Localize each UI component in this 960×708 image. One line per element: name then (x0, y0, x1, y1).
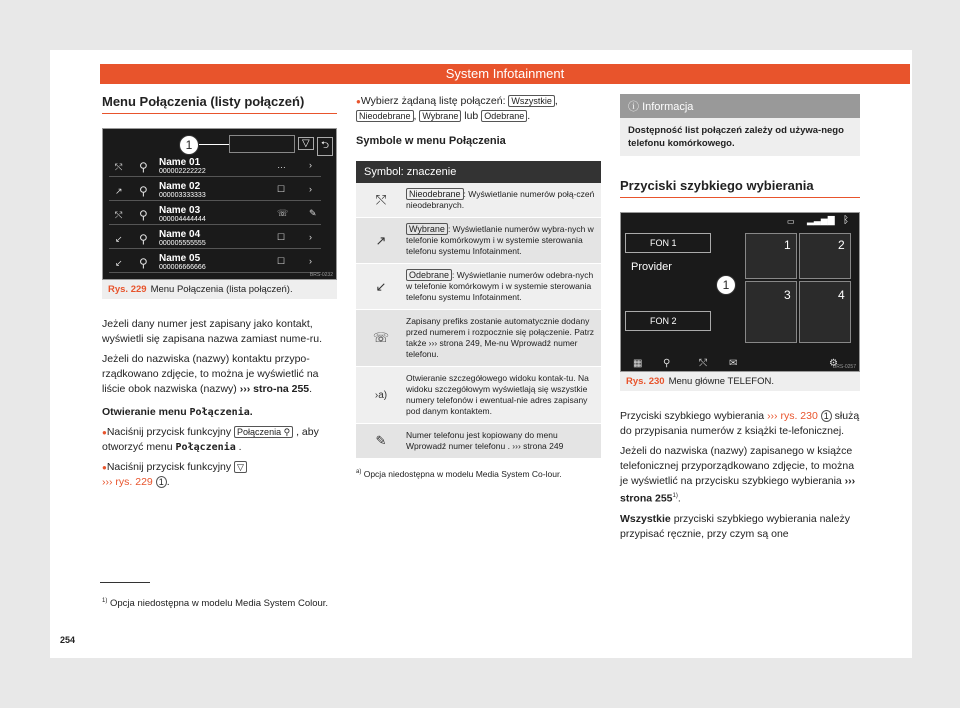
paragraph: Jeżeli do nazwiska (nazwy) zapisanego w książce telefonicznej przyporządkowano zdjęcie, to można je wyświetlić na przycisku szybkiego wybierania ››› strona 255$^{1)}$. (620, 445, 856, 505)
speed-dial-3[interactable]: 3 (745, 281, 797, 343)
more-icon[interactable]: … (277, 160, 286, 170)
key-label: ▽ (234, 461, 247, 473)
list-item[interactable] (109, 181, 321, 201)
section-title: Przyciski szybkiego wybierania (620, 178, 860, 198)
calls-icon[interactable]: ⤲ (699, 358, 707, 369)
column-left (102, 94, 337, 495)
figure-text: Menu Połączenia (lista połączeń). (150, 284, 293, 295)
key-label: Połączenia ⚲ (234, 426, 293, 438)
contact-name: Name 03 (159, 205, 201, 216)
figure-link[interactable]: ››› rys. 229 (102, 476, 153, 488)
contact-icon: ⚲ (139, 208, 148, 222)
dropdown-icon[interactable]: ▽ (298, 137, 314, 150)
footnote: $^{1)}$ Opcja niedostępna w modelu Media System Colour. (102, 598, 329, 610)
chevron-right-icon: ›a) (374, 389, 388, 401)
bullet-item: ● Wybierz żądaną listę połączeń: Wszystkie , Nieodebrane , Wybrane lub Odebrane . (356, 94, 601, 124)
contact-icon: ⚲ (139, 184, 148, 198)
speed-dial-1[interactable]: 1 (745, 233, 797, 279)
figure-code: BRS-0232 (309, 272, 333, 278)
table-row: ✎ Numer telefonu jest kopiowany do menu Wprowadź numer telefonu . ››› strona 249 (356, 424, 601, 459)
missed-call-icon: ⤲ (375, 192, 387, 207)
phone-icon[interactable]: ☐ (277, 232, 286, 242)
outgoing-call-icon: ↗ (375, 232, 387, 248)
subheading: Otwieranie menu Połączenia. (102, 406, 253, 418)
contact-icon: ⚲ (139, 256, 148, 270)
figure-text: Menu główne TELEFON. (668, 376, 774, 387)
contact-name: Name 04 (159, 229, 201, 240)
table-body (356, 183, 601, 459)
figure-caption (102, 280, 337, 299)
figure-phone-menu (620, 212, 860, 372)
list-item[interactable] (109, 229, 321, 249)
footnote-divider (100, 582, 150, 583)
table-row: ›a) Otwieranie szczegółowego widoku kontak-tu. Na widoku szczegółowym wyświetlają się wszystkie numery telefonów i ewentual-nie adres zapisany pod danym kontaktem. (356, 367, 601, 424)
contact-name: Name 05 (159, 253, 201, 264)
back-icon[interactable]: ⮌ (317, 137, 333, 156)
contact-number: 000002222222 (159, 168, 206, 175)
prefix-call-icon[interactable]: ☏ (277, 208, 289, 218)
table-header: Symbol: znaczenie (356, 161, 601, 183)
figure-caption (620, 372, 860, 391)
screen-header-bar (229, 135, 295, 153)
battery-icon: ▭ (787, 217, 795, 226)
paragraph: Przyciski szybkiego wybierania ››› rys. 230 1 służą do przypisania numerów z książki te-lefonicznej. (620, 410, 860, 437)
page-link[interactable]: ››› strona 255 (620, 475, 856, 505)
list-item[interactable] (109, 205, 321, 225)
missed-call-icon: ⤲ (115, 162, 123, 172)
subheading: Symbole w menu Połączenia (356, 135, 506, 147)
figure-code: BRS-0257 (832, 364, 856, 370)
callout-1: 1 (179, 135, 199, 155)
signal-icon: ▂▃▅▇ (807, 215, 835, 225)
table-row: ☏ Zapisany prefiks zostanie automatycznie dodany przed numerem i rozpocznie się połączenie. Patrz także ››› strona 249, Me-nu Wprowadź numer telefonu. (356, 310, 601, 367)
callout-ref: 1 (156, 476, 167, 488)
contact-number: 000003333333 (159, 192, 206, 199)
table-row: ↙ Odebrane : Wyświetlanie numerów odebra-nych w telefonie komórkowym i w systemie sterowania telefonu systemu Infotainment. (356, 264, 601, 310)
incoming-call-icon: ↙ (375, 278, 387, 294)
incoming-call-icon: ↙ (115, 258, 123, 268)
list-item[interactable] (109, 157, 321, 177)
contact-name: Name 02 (159, 181, 201, 192)
figure-ref: Rys. 229 (108, 284, 147, 295)
callout-1: 1 (716, 275, 736, 295)
column-right (620, 94, 860, 547)
section-header: System Infotainment (100, 64, 910, 84)
figure-ref: Rys. 230 (626, 376, 665, 387)
pencil-icon: ✎ (375, 433, 387, 448)
pencil-icon[interactable]: ✎ (309, 208, 317, 218)
chevron-right-icon[interactable]: › (309, 232, 312, 242)
chevron-right-icon[interactable]: › (309, 184, 312, 194)
paragraph: Jeżeli do nazwiska (nazwy) kontaktu przypo-rządkowano zdjęcie, to można je wyświetlić na liście obok nazwiska (nazwy) ››› stro-na 255. (102, 353, 319, 395)
paragraph: Jeżeli dany numer jest zapisany jako kontakt, wyświetli się zapisana nazwa zamiast nume-ru. (102, 318, 323, 345)
outgoing-call-icon: ↗ (115, 186, 123, 196)
table-row: ⤲ Nieodebrane : Wyświetlanie numerów połą-czeń nieodebranych. (356, 183, 601, 218)
speed-dial-2[interactable]: 2 (799, 233, 851, 279)
page-link[interactable]: ››› stro-na 255 (239, 383, 310, 395)
contact-number: 000004444444 (159, 216, 206, 223)
prefix-call-icon: ☏ (372, 330, 390, 345)
bullet-item: ● Naciśnij przycisk funkcyjny Połączenia ⚲ , aby otworzyć menu Połączenia . (102, 425, 337, 455)
paragraph: Wszystkie przyciski szybkiego wybierania należy przypisać ręcznie, przy czym są one (620, 512, 850, 540)
info-icon: ⓘ (628, 101, 643, 113)
info-box (620, 94, 860, 156)
section-title: Menu Połączenia (listy połączeń) (102, 94, 337, 114)
speed-dial-4[interactable]: 4 (799, 281, 851, 343)
table-row: ↗ Wybrane : Wyświetlanie numerów wybra-nych w telefonie komórkowym i w systemie sterowania telefonu systemu Infotainment. (356, 218, 601, 264)
contact-name: Name 01 (159, 157, 201, 168)
info-header: ⓘ Informacja (620, 94, 860, 118)
page-number: 254 (60, 635, 76, 645)
keypad-icon[interactable]: ▦ (633, 358, 643, 369)
column-middle (356, 94, 601, 480)
chevron-right-icon[interactable]: › (309, 256, 312, 266)
missed-call-icon: ⤲ (115, 210, 123, 220)
chevron-right-icon[interactable]: › (309, 160, 312, 170)
list-item[interactable] (109, 253, 321, 273)
phone-icon[interactable]: ☐ (277, 256, 286, 266)
phone-icon[interactable]: ☐ (277, 184, 286, 194)
info-body: Dostępność list połączeń zależy od używa-nego telefonu komórkowego. (628, 125, 844, 149)
contacts-icon[interactable]: ⚲ (663, 358, 671, 369)
symbol-table (356, 161, 601, 459)
bluetooth-icon: ᛒ (843, 215, 849, 226)
phone-1-button[interactable]: FON 1 (625, 233, 711, 253)
bullet-item: ● Naciśnij przycisk funkcyjny ▽ ››› rys. 229 1 . (102, 460, 337, 490)
contact-number: 000005555555 (159, 240, 206, 247)
provider-label: Provider (631, 261, 672, 273)
phone-2-button[interactable]: FON 2 (625, 311, 711, 331)
contact-icon: ⚲ (139, 232, 148, 246)
table-footnote: $^{a)}$ Opcja niedostępna w modelu Media System Co-lour. (356, 468, 562, 479)
manual-page (50, 50, 912, 658)
figure-link[interactable]: ››› rys. 230 (767, 410, 818, 422)
contact-number: 000006666666 (159, 264, 206, 271)
incoming-call-icon: ↙ (115, 234, 123, 244)
mail-icon[interactable]: ✉ (729, 358, 738, 369)
contact-icon: ⚲ (139, 160, 148, 174)
gear-icon[interactable]: ⚙ (829, 358, 838, 369)
figure-call-list (102, 128, 337, 280)
